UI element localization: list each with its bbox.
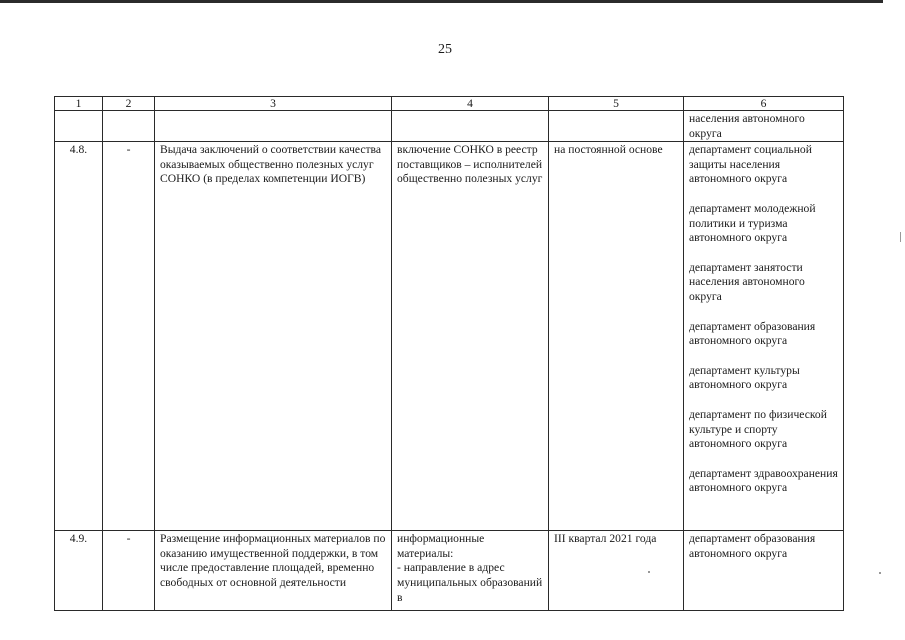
row-measure: Выдача заключений о соответствии качества оказываемых общественно полезных услуг СОНКО (в пределах компетенции ИОГВ): [155, 142, 392, 531]
header-col-4: 4: [392, 97, 549, 111]
scan-top-border: [0, 0, 905, 3]
scan-border-gap: [883, 0, 905, 6]
row-executors: [684, 531, 844, 611]
executor-item: департамент молодежной политики и туризма автономного округа: [689, 201, 816, 245]
header-col-5: 5: [549, 97, 684, 111]
continuation-row: [55, 111, 844, 142]
result-item: - направление в адрес муниципальных образований в: [397, 561, 543, 604]
row-result: включение СОНКО в реестр поставщиков – исполнителей общественно полезных услуг: [392, 142, 549, 531]
header-col-1: 1: [55, 97, 103, 111]
row-dash: -: [103, 531, 155, 611]
header-col-2: 2: [103, 97, 155, 111]
row-number: 4.9.: [55, 531, 103, 611]
executor-item: департамент образования автономного округа: [689, 532, 816, 560]
table-row-4-9: [55, 531, 844, 611]
header-col-3: 3: [155, 97, 392, 111]
executor-item: департамент здравоохранения автономного округа: [689, 466, 838, 495]
scan-speck: [648, 571, 650, 573]
scan-speck: [879, 572, 881, 574]
row-number: 4.8.: [55, 142, 103, 531]
executor-item: департамент культуры автономного округа: [689, 363, 800, 392]
cont-cell-3: [155, 111, 392, 142]
cont-executor: населения автономного округа: [684, 111, 844, 142]
page-number: 25: [438, 42, 452, 57]
table-row-4-8: [55, 142, 844, 531]
header-col-6: 6: [684, 97, 844, 111]
executor-item: департамент занятости населения автономного округа: [689, 260, 805, 303]
row-dash: -: [103, 142, 155, 531]
executor-item: департамент по физической культуре и спорту автономного округа: [689, 407, 827, 451]
row-result: [392, 531, 549, 611]
cont-cell-4: [392, 111, 549, 142]
row-term: III квартал 2021 года: [549, 531, 684, 611]
cont-cell-2: [103, 111, 155, 142]
executor-item: департамент социальной защиты населения автономного округа: [689, 143, 812, 186]
cont-cell-5: [549, 111, 684, 142]
result-title: информационные материалы:: [397, 532, 485, 560]
measures-table: [54, 96, 844, 611]
row-measure: Размещение информационных материалов по оказанию имущественной поддержки, в том числе предоставление площадей, временно свободных от основной деятельности: [155, 531, 392, 611]
row-executors: [684, 142, 844, 531]
row-term: на постоянной основе: [549, 142, 684, 531]
cont-cell-1: [55, 111, 103, 142]
scan-edge-mark: [900, 232, 901, 242]
executor-item: департамент образования автономного округа: [689, 319, 816, 348]
table-header-row: [55, 97, 844, 111]
